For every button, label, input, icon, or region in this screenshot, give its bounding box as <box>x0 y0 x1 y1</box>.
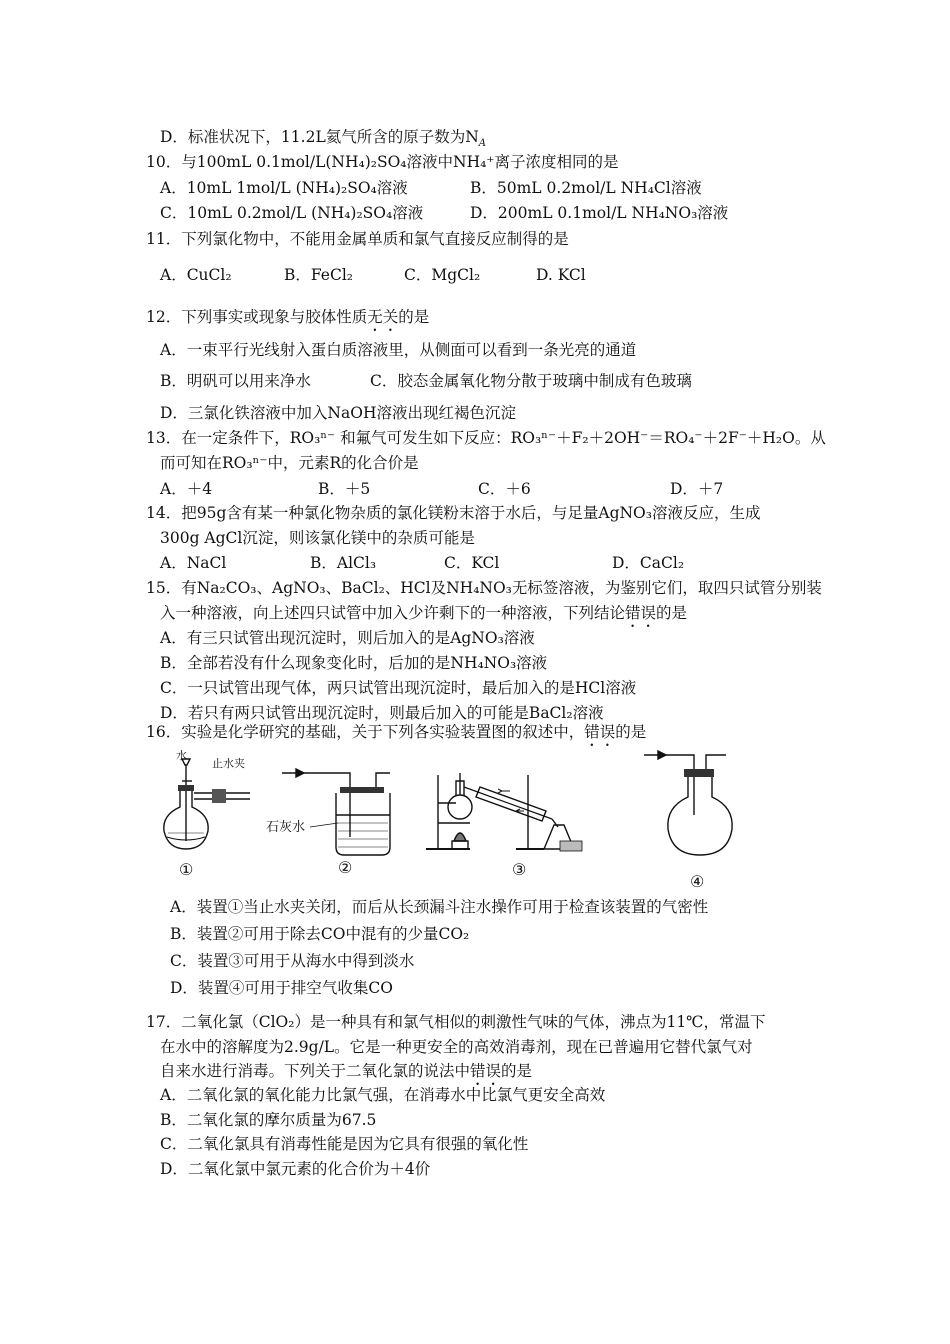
block-support <box>560 841 582 851</box>
q14-stem-line1: 14．把95g含有某一种氯化物杂质的氯化镁粉末溶于水后，与足量AgNO₃溶液反应，生成 <box>146 504 761 522</box>
q10-option-b: B．50mL 0.2mol/L NH₄Cl溶液 <box>470 179 702 197</box>
q15-option-c: C．一只试管出现气体，两只试管出现沉淀时，最后加入的是HCl溶液 <box>160 679 637 697</box>
q14-option-b: B．AlCl₃ <box>310 554 377 572</box>
q9-option-d <box>160 127 486 154</box>
q16-option-a: A．装置①当止水夹关闭，而后从长颈漏斗注水操作可用于检查该装置的气密性 <box>170 898 709 916</box>
inlet-arrow-icon <box>296 769 304 777</box>
adapter <box>552 819 558 827</box>
q12-stem-emphasis: 无关 <box>367 308 399 326</box>
q13-option-a: A．＋4 <box>160 480 213 498</box>
label-clamp: 止水夹 <box>212 757 245 770</box>
bottle-body <box>336 793 390 855</box>
q12-stem-tail: 的是 <box>398 308 430 326</box>
q9-option-d-text: D．标准状况下，11.2L氦气所含的原子数为N <box>160 128 479 146</box>
q15-option-d: D．若只有两只试管出现沉淀时，则最后加入的可能是BaCl₂溶液 <box>160 704 604 722</box>
q17-option-c: C．二氧化氯具有消毒性能是因为它具有很强的氧化性 <box>160 1135 529 1153</box>
q15-stem-line1: 15．有Na₂CO₃、AgNO₃、BaCl₂、HCl及NH₄NO₃无标签溶液，为鉴别它们，取四只试管分别装 <box>146 579 822 597</box>
q17-stem-text: 自来水进行消毒。下列关于二氧化氯的说法中 <box>160 1062 471 1080</box>
q11-option-d: D. KCl <box>536 266 586 284</box>
q16-option-b: B．装置②可用于除去CO中混有的少量CO₂ <box>170 925 470 943</box>
round-flask-4 <box>668 777 732 855</box>
q17-option-d: D．二氧化氯中氯元素的化合价为＋4价 <box>160 1160 431 1178</box>
apparatus-2 <box>266 769 390 877</box>
q16-stem-tail: 的是 <box>615 723 647 741</box>
q14-option-c: C．KCl <box>444 554 500 572</box>
q17-stem-emphasis: 错误 <box>470 1062 502 1080</box>
distilling-flask <box>448 795 472 819</box>
q15-option-b: B．全部若没有什么现象变化时，后加的是NH₄NO₃溶液 <box>160 654 548 672</box>
q12-stem-text: 12．下列事实或现象与胶体性质 <box>146 308 368 326</box>
water-out-arrow-icon <box>498 789 510 793</box>
inlet-tube-4 <box>674 755 694 815</box>
q17-option-b: B．二氧化氯的摩尔质量为67.5 <box>160 1111 377 1129</box>
condenser-inner-tube <box>464 787 552 819</box>
q10-option-d: D．200mL 0.1mol/L NH₄NO₃溶液 <box>470 204 729 222</box>
label-1: ① <box>179 860 194 879</box>
apparatus-4 <box>644 751 732 891</box>
q17-stem-tail: 的是 <box>501 1062 533 1080</box>
q11-option-a: A．CuCl₂ <box>160 266 232 284</box>
flask-stopper <box>178 785 194 791</box>
q17-stem-line1: 17．二氧化氯（ClO₂）是一种具有和氯气相似的刺激性气味的气体，沸点为11℃，常温下 <box>146 1013 766 1031</box>
q13-option-d: D．＋7 <box>670 480 724 498</box>
label-2: ② <box>338 858 353 877</box>
label-limewater: 石灰水 <box>266 820 306 835</box>
q17-option-a: A．二氧化氯的氧化能力比氯气强，在消毒水中比氯气更安全高效 <box>160 1086 606 1104</box>
q12-option-c: C．胶态金属氧化物分散于玻璃中制成有色玻璃 <box>370 372 692 390</box>
q16-stem-text: 16．实验是化学研究的基础，关于下列各实验装置图的叙述中， <box>146 723 585 741</box>
q13-option-b: B．＋5 <box>318 480 371 498</box>
label-water: 水 <box>176 749 187 762</box>
apparatus-figure <box>160 745 760 895</box>
q16-option-c: C．装置③可用于从海水中得到淡水 <box>170 952 415 970</box>
q11-option-b: B．FeCl₂ <box>284 266 354 284</box>
q13-stem-line2: 而可知在RO₃ⁿ⁻中，元素R的化合价是 <box>160 454 419 472</box>
q10-stem: 10．与100mL 0.1mol/L(NH₄)₂SO₄溶液中NH₄⁺离子浓度相同的是 <box>146 153 619 171</box>
q15-stem-line2 <box>160 603 687 631</box>
q15-stem-emphasis: 错误 <box>625 604 657 622</box>
inlet-arrow-icon-4 <box>658 751 666 759</box>
burner <box>452 841 468 849</box>
q15-stem-tail: 的是 <box>656 604 688 622</box>
q11-stem: 11．下列氯化物中，不能用金属单质和氯气直接反应制得的是 <box>146 230 569 248</box>
q16-stem-emphasis: 错误 <box>584 723 616 741</box>
q10-option-c: C．10mL 0.2mol/L (NH₄)₂SO₄溶液 <box>160 204 424 222</box>
q14-option-a: A．NaCl <box>160 554 227 572</box>
label-pointer <box>310 823 338 827</box>
q17-stem-line2: 在水中的溶解度为2.9g/L。它是一种更安全的高效消毒剂，现在已普遍用它替代氯气对 <box>160 1038 753 1056</box>
q14-stem-line2: 300g AgCl沉淀，则该氯化镁中的杂质可能是 <box>160 529 475 547</box>
q12-option-b: B．明矾可以用来净水 <box>160 372 311 390</box>
q15-stem-text: 入一种溶液，向上述四只试管中加入少许剩下的一种溶液，下列结论 <box>160 604 626 622</box>
burner-flame <box>454 833 466 841</box>
label-4: ④ <box>690 872 705 891</box>
label-3: ③ <box>512 860 527 879</box>
clamp-icon <box>212 789 226 803</box>
bottle-stopper <box>340 787 384 793</box>
q16-option-d: D．装置④可用于排空气收集CO <box>170 979 393 997</box>
q12-stem <box>146 307 429 335</box>
q14-option-d: D．CaCl₂ <box>612 554 685 572</box>
q9-option-d-subscript: A <box>478 138 487 150</box>
inlet-tube <box>310 773 350 837</box>
q15-option-a: A．有三只试管出现沉淀时，则后加入的是AgNO₃溶液 <box>160 629 535 647</box>
q11-option-c: C．MgCl₂ <box>404 266 481 284</box>
q12-option-a: A．一束平行光线射入蛋白质溶液里，从侧面可以看到一条光亮的通道 <box>160 341 637 359</box>
apparatus-1 <box>164 748 250 879</box>
apparatus-3 <box>426 773 582 879</box>
q12-option-d: D．三氯化铁溶液中加入NaOH溶液出现红褐色沉淀 <box>160 404 516 422</box>
q10-option-a: A．10mL 1mol/L (NH₄)₂SO₄溶液 <box>160 179 408 197</box>
q13-stem-line1: 13．在一定条件下，RO₃ⁿ⁻ 和氟气可发生如下反应：RO₃ⁿ⁻＋F₂＋2OH⁻＝RO₄⁻＋2F⁻＋H₂O。从 <box>146 429 826 447</box>
q13-option-c: C．＋6 <box>478 480 531 498</box>
stopper-4 <box>684 769 714 777</box>
